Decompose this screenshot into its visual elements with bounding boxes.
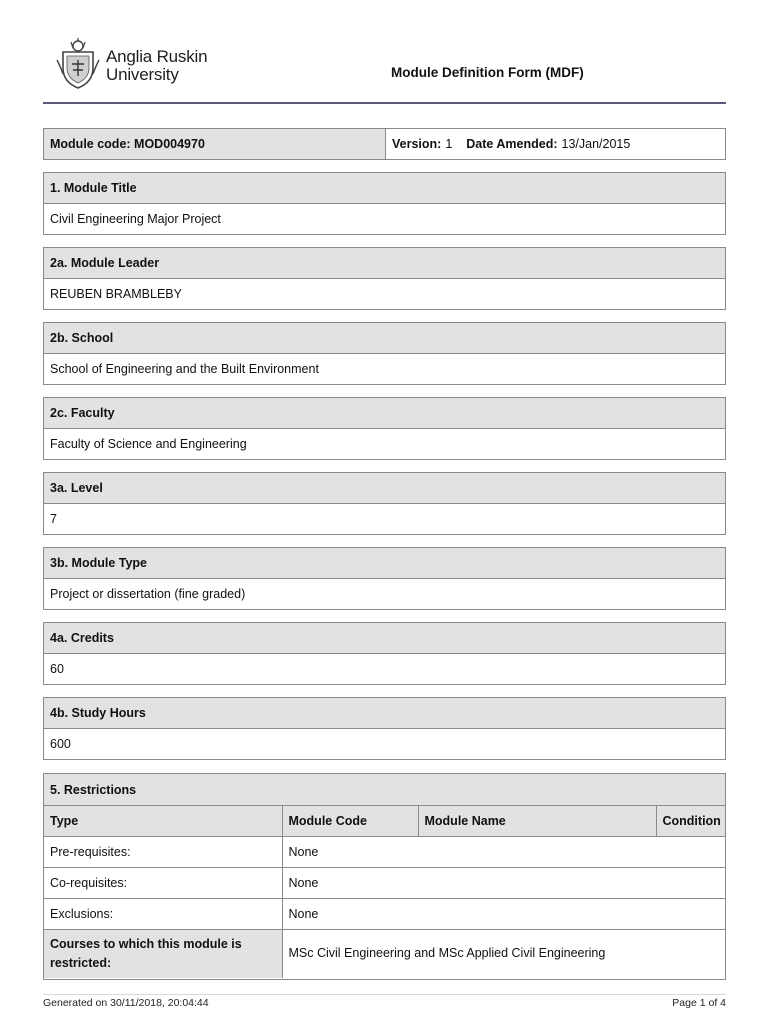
university-logo: [55, 38, 215, 90]
page-number: Page 1 of 4: [672, 997, 726, 1009]
logo-line-1: Anglia Ruskin: [106, 47, 208, 66]
column-header-condition: Condition: [656, 806, 725, 837]
section-credits: [43, 622, 726, 685]
form-title: Module Definition Form (MDF): [391, 65, 584, 80]
section-value: Civil Engineering Major Project: [50, 212, 221, 226]
section-value: 7: [50, 512, 57, 526]
section-value: REUBEN BRAMBLEBY: [50, 287, 182, 301]
section-value: Project or dissertation (fine graded): [50, 587, 246, 601]
courses-value: MSc Civil Engineering and MSc Applied Civil Engineering: [282, 930, 725, 978]
section-heading: 2a. Module Leader: [44, 248, 725, 279]
column-header-type: Type: [44, 806, 282, 837]
section-heading: 5. Restrictions: [44, 774, 725, 805]
row-value: None: [282, 868, 725, 899]
column-header-module-code: Module Code: [282, 806, 418, 837]
courses-label: Courses to which this module is restricted:: [44, 930, 282, 978]
module-code-box: [43, 128, 726, 160]
section-level: [43, 472, 726, 535]
section-heading: 3b. Module Type: [44, 548, 725, 579]
section-heading: 4b. Study Hours: [44, 698, 725, 729]
restrictions-table: [44, 805, 725, 978]
section-study-hours: [43, 697, 726, 760]
section-heading: 3a. Level: [44, 473, 725, 504]
section-heading: 4a. Credits: [44, 623, 725, 654]
logo-wordmark: [106, 48, 207, 84]
table-row: [44, 837, 725, 868]
row-value: None: [282, 837, 725, 868]
version-value: 1: [445, 137, 453, 151]
section-faculty: [43, 397, 726, 460]
section-heading: 1. Module Title: [44, 173, 725, 204]
section-value: Faculty of Science and Engineering: [50, 437, 247, 451]
row-type: Exclusions:: [44, 899, 282, 930]
logo-line-2: University: [106, 65, 179, 84]
section-value: 60: [50, 662, 64, 676]
section-heading: 2c. Faculty: [44, 398, 725, 429]
section-school: [43, 322, 726, 385]
section-module-leader: [43, 247, 726, 310]
section-value: School of Engineering and the Built Environment: [50, 362, 319, 376]
row-value: None: [282, 899, 725, 930]
table-row: [44, 868, 725, 899]
section-value: 600: [50, 737, 71, 751]
row-type: Pre-requisites:: [44, 837, 282, 868]
section-module-title: [43, 172, 726, 235]
section-restrictions: [43, 773, 726, 980]
generated-timestamp: Generated on 30/11/2018, 20:04:44: [43, 997, 209, 1009]
header-divider: [43, 102, 726, 104]
date-amended-label: Date Amended:: [466, 137, 558, 151]
version-info: [386, 129, 725, 159]
column-header-module-name: Module Name: [418, 806, 656, 837]
section-heading: 2b. School: [44, 323, 725, 354]
version-label: Version:: [392, 137, 442, 151]
section-module-type: [43, 547, 726, 610]
row-type: Co-requisites:: [44, 868, 282, 899]
table-row: [44, 930, 725, 978]
crest-icon: [55, 38, 101, 90]
table-row: [44, 899, 725, 930]
page-footer: [43, 994, 726, 1009]
module-code: Module code: MOD004970: [44, 129, 386, 159]
date-amended-value: 13/Jan/2015: [561, 137, 631, 151]
table-header-row: [44, 806, 725, 837]
